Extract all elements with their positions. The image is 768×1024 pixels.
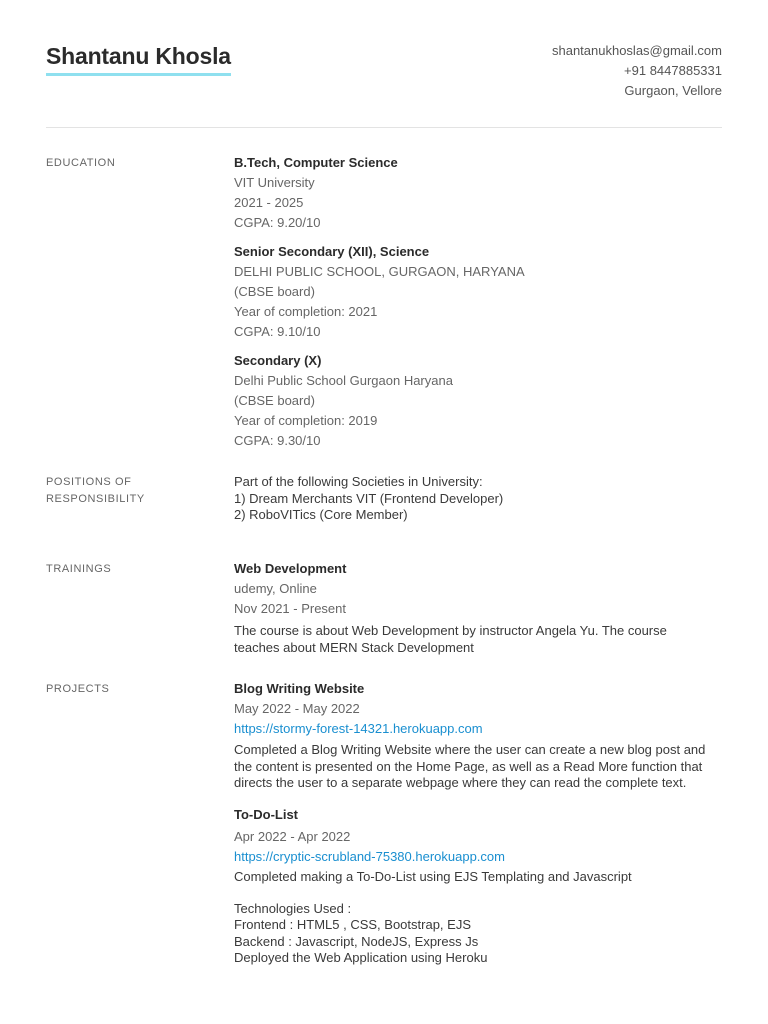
education-institution: DELHI PUBLIC SCHOOL, GURGAON, HARYANA	[234, 264, 525, 279]
project-tech-line: Backend : Javascript, NodeJS, Express Js	[234, 933, 479, 949]
education-label: EDUCATION	[46, 157, 116, 169]
project-todo	[234, 805, 722, 967]
position-item: 2) RoboVITics (Core Member)	[234, 507, 408, 522]
training-description-line: The course is about Web Development by instructor Angela Yu. The course	[234, 623, 667, 638]
education-entry-x	[234, 351, 722, 451]
project-description-line: Completed a Blog Writing Website where the user can create a new blog post and	[234, 742, 706, 757]
education-board: (CBSE board)	[234, 393, 315, 408]
position-item: 1) Dream Merchants VIT (Frontend Developer)	[234, 490, 504, 506]
trainings-label: TRAININGS	[46, 563, 112, 575]
projects-label: PROJECTS	[46, 683, 110, 695]
training-title: Web Development	[234, 561, 347, 576]
contact-info	[552, 41, 722, 101]
contact-phone: +91 8447885331	[624, 63, 722, 78]
education-score: CGPA: 9.30/10	[234, 433, 321, 448]
education-score: CGPA: 9.10/10	[234, 324, 321, 339]
project-tech-line: Deployed the Web Application using Heroku	[234, 950, 488, 965]
education-board: (CBSE board)	[234, 284, 315, 299]
project-period: May 2022 - May 2022	[234, 701, 360, 716]
education-title: Secondary (X)	[234, 353, 322, 368]
education-institution: Delhi Public School Gurgaon Haryana	[234, 373, 453, 388]
project-link[interactable]: https://cryptic-scrubland-75380.herokuapp.com	[234, 849, 505, 864]
training-description-line: teaches about MERN Stack Development	[234, 639, 474, 655]
education-score: CGPA: 9.20/10	[234, 215, 321, 230]
contact-email[interactable]: shantanukhoslas@gmail.com	[551, 43, 722, 58]
project-title: To-Do-List	[234, 807, 299, 822]
project-period: Apr 2022 - Apr 2022	[234, 829, 351, 844]
resume-page	[46, 0, 722, 1024]
project-description-line: the content is presented on the Home Page, as well as a Read More function that	[234, 758, 703, 774]
education-title: Senior Secondary (XII), Science	[234, 244, 430, 259]
trainings-content	[234, 559, 722, 656]
project-tech-line: Frontend : HTML5 , CSS, Bootstrap, EJS	[234, 917, 471, 932]
positions-content	[234, 474, 722, 524]
positions-label-line2: RESPONSIBILITY	[46, 493, 145, 505]
education-entry-btech	[234, 153, 722, 233]
education-title: B.Tech, Computer Science	[234, 155, 398, 170]
positions-label	[46, 474, 216, 508]
project-blog	[234, 679, 722, 792]
project-link[interactable]: https://stormy-forest-14321.herokuapp.com	[234, 721, 483, 736]
education-institution: VIT University	[234, 175, 315, 190]
project-description-line: Completed making a To-Do-List using EJS Templating and Javascript	[234, 869, 632, 884]
education-completion: Year of completion: 2021	[234, 304, 378, 319]
contact-location: Gurgaon, Vellore	[624, 83, 722, 98]
positions-intro: Part of the following Societies in University:	[234, 474, 483, 489]
candidate-name: Shantanu Khosla	[46, 43, 231, 76]
education-period: 2021 - 2025	[234, 195, 304, 210]
project-description-line: directs the user to a separate webpage where they can read the complete text.	[234, 775, 687, 790]
resume-header	[46, 0, 722, 128]
training-period: Nov 2021 - Present	[234, 601, 347, 616]
project-tech-heading: Technologies Used :	[234, 900, 352, 916]
positions-label-line1: POSITIONS OF	[46, 476, 132, 488]
education-completion: Year of completion: 2019	[234, 413, 378, 428]
project-title: Blog Writing Website	[234, 681, 365, 696]
education-entry-xii	[234, 242, 722, 342]
training-provider: udemy, Online	[234, 581, 317, 596]
